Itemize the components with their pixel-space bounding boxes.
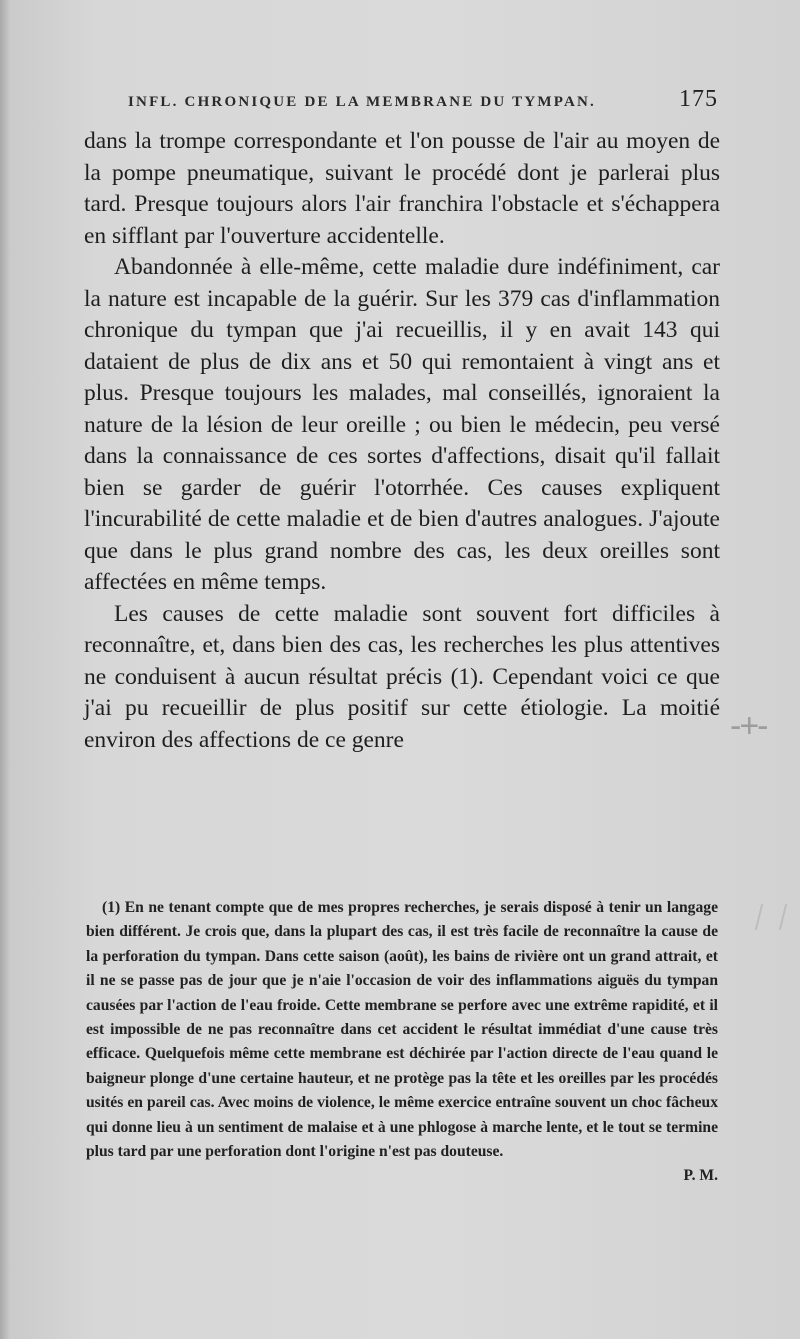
page-number: 175 — [679, 86, 718, 112]
paragraph-duration: Abandonnée à elle-même, cette maladie dure indéfiniment, car la nature est incapable de la guérir. Sur les 379 cas d'inflammation chronique du tympan que j'ai recueillis, il y en avait 143 qui dataient de plus de dix ans et 50 qui remontaient à vingt ans et plus. Presque toujours les malades, mal conseillés, ignoraient la nature de la lésion de leur oreille ; ou bien le médecin, peu versé dans la connaissance de ces sortes d'affections, disait qu'il fallait bien se garder de guérir l'otorrhée. Ces causes expliquent l'incurabilité de cette maladie et de bien d'autres analogues. J'ajoute que dans le plus grand nombre des cas, les deux oreilles sont affectées en même temps. — [84, 254, 720, 595]
margin-pencil-mark: -+- — [730, 707, 767, 745]
body-text — [84, 126, 720, 756]
footnote-block — [86, 896, 718, 1185]
paragraph-continuation: dans la trompe correspondante et l'on pousse de l'air au moyen de la pompe pneumatique, suivant le procédé dont je parlerai plus tard. Presque toujours alors l'air franchira l'obstacle et s'échappera en sifflant par l'ouverture accidentelle. — [84, 128, 720, 249]
scan-shadow-edge — [0, 0, 10, 1339]
running-title: INFL. CHRONIQUE DE LA MEMBRANE DU TYMPAN. — [128, 94, 596, 110]
running-header — [128, 86, 718, 120]
footnote-text: (1) En ne tenant compte que de mes propres recherches, je serais disposé à tenir un langage bien différent. Je crois que, dans la plupart des cas, il est très facile de reconnaître la cause de la perforation du tympan. Dans cette saison (août), les bains de rivière ont un grand attrait, et il ne se passe pas de jour que je n'aie l'occasion de voir des inflammations aiguës du tympan causées par l'action de l'eau froide. Cette membrane se perfore avec une extrême rapidité, et il est impossible de ne pas reconnaître dans cet accident le résultat immédiat d'une cause très efficace. Quelquefois même cette membrane est déchirée par l'action directe de l'eau quand le baigneur plonge d'une certaine hauteur, et ne protège pas la tête et les oreilles par les procédés usités en pareil cas. Avec moins de violence, le même exercice entraîne souvent un choc fâcheux qui donne lieu à un sentiment de malaise et à une phlogose à marche lente, et le tout se termine plus tard par une perforation dont l'origine n'est pas douteuse. — [86, 899, 718, 1161]
paragraph-causes: Les causes de cette maladie sont souvent fort difficiles à reconnaître, et, dans bien des cas, les recherches les plus attentives ne conduisent à aucun résultat précis (1). Cependant voici ce que j'ai pu recueillir de plus positif sur cette étiologie. La moitié environ des affections de ce genre — [84, 600, 720, 753]
bleed-through-mark — [755, 904, 787, 930]
footnote-signature: P. M. — [683, 1167, 718, 1185]
